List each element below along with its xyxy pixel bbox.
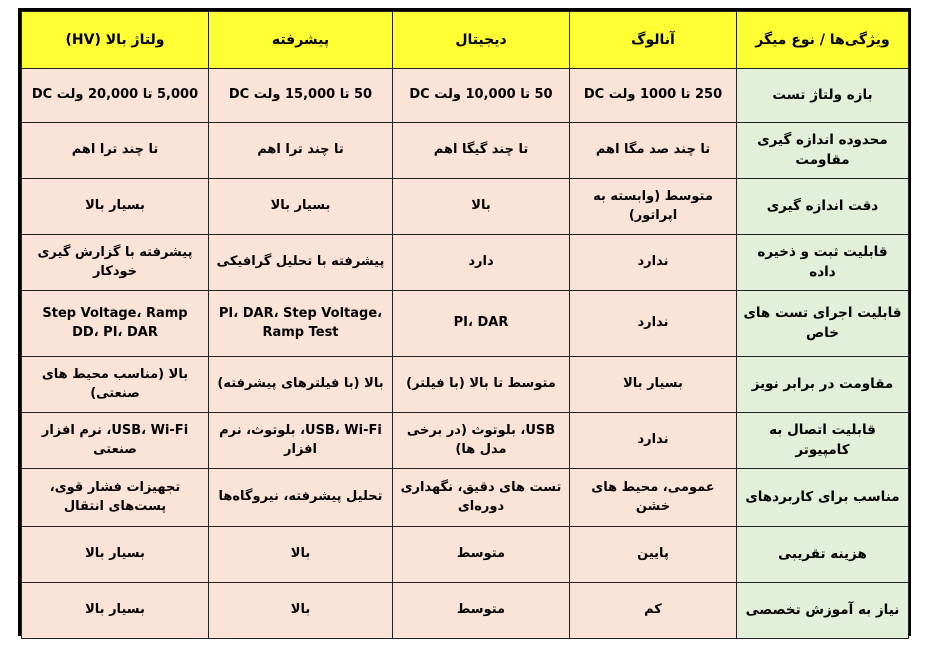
cell-high-voltage: USB، Wi-Fi، نرم افزار صنعتی (22, 413, 209, 469)
row-label: بازه ولتاژ تست (737, 69, 909, 123)
cell-advanced: بالا (با فیلترهای پیشرفته) (209, 357, 393, 413)
cell-advanced: 50 تا 15,000 ولت DC (209, 69, 393, 123)
cell-advanced: تحلیل پیشرفته، نیروگاه‌ها (209, 469, 393, 527)
cell-advanced: تا چند ترا اهم (209, 123, 393, 179)
cell-high-voltage: تجهیزات فشار قوی، پست‌های انتقال (22, 469, 209, 527)
cell-analog: ندارد (570, 413, 737, 469)
cell-analog: عمومی، محیط های خشن (570, 469, 737, 527)
cell-analog: 250 تا 1000 ولت DC (570, 69, 737, 123)
table-row (22, 291, 909, 357)
cell-high-voltage: Step Voltage، Ramp DD، PI، DAR (22, 291, 209, 357)
megger-comparison-table (21, 11, 909, 639)
row-label: قابلیت اتصال به کامپیوتر (737, 413, 909, 469)
cell-digital: PI، DAR (393, 291, 570, 357)
cell-advanced: PI، DAR، Step Voltage، Ramp Test (209, 291, 393, 357)
cell-advanced: پیشرفته با تحلیل گرافیکی (209, 235, 393, 291)
header-digital: دیجیتال (393, 12, 570, 69)
table-row (22, 413, 909, 469)
cell-analog: ندارد (570, 235, 737, 291)
row-label: مناسب برای کاربردهای (737, 469, 909, 527)
cell-analog: پایین (570, 527, 737, 583)
cell-digital: 50 تا 10,000 ولت DC (393, 69, 570, 123)
row-label: محدوده اندازه گیری مقاومت (737, 123, 909, 179)
row-label: دقت اندازه گیری (737, 179, 909, 235)
header-high-voltage: ولتاژ بالا (HV) (22, 12, 209, 69)
comparison-table-frame (18, 8, 911, 636)
cell-high-voltage: بسیار بالا (22, 179, 209, 235)
cell-high-voltage: بسیار بالا (22, 583, 209, 639)
cell-high-voltage: تا چند ترا اهم (22, 123, 209, 179)
cell-advanced: بالا (209, 527, 393, 583)
table-row (22, 123, 909, 179)
cell-advanced: بسیار بالا (209, 179, 393, 235)
cell-high-voltage: بالا (مناسب محیط های صنعتی) (22, 357, 209, 413)
cell-digital: متوسط (393, 583, 570, 639)
header-advanced: پیشرفته (209, 12, 393, 69)
cell-advanced: بالا (209, 583, 393, 639)
table-row (22, 583, 909, 639)
cell-digital: تست های دقیق، نگهداری دوره‌ای (393, 469, 570, 527)
cell-high-voltage: 5,000 تا 20,000 ولت DC (22, 69, 209, 123)
row-label: مقاومت در برابر نویز (737, 357, 909, 413)
cell-digital: متوسط تا بالا (با فیلتر) (393, 357, 570, 413)
table-row (22, 357, 909, 413)
cell-analog: تا چند صد مگا اهم (570, 123, 737, 179)
cell-high-voltage: بسیار بالا (22, 527, 209, 583)
cell-analog: متوسط (وابسته به اپراتور) (570, 179, 737, 235)
cell-digital: بالا (393, 179, 570, 235)
row-label: قابلیت ثبت و ذخیره داده (737, 235, 909, 291)
cell-advanced: USB، Wi-Fi، بلوتوث، نرم افزار (209, 413, 393, 469)
header-analog: آنالوگ (570, 12, 737, 69)
header-row (22, 12, 909, 69)
table-row (22, 235, 909, 291)
row-label: هزینه تقریبی (737, 527, 909, 583)
cell-analog: بسیار بالا (570, 357, 737, 413)
cell-digital: متوسط (393, 527, 570, 583)
cell-analog: کم (570, 583, 737, 639)
table-row (22, 69, 909, 123)
table-row (22, 527, 909, 583)
row-label: نیاز به آموزش تخصصی (737, 583, 909, 639)
table-row (22, 179, 909, 235)
cell-digital: تا چند گیگا اهم (393, 123, 570, 179)
cell-high-voltage: پیشرفته با گزارش گیری خودکار (22, 235, 209, 291)
row-label: قابلیت اجرای تست های خاص (737, 291, 909, 357)
cell-digital: دارد (393, 235, 570, 291)
table-row (22, 469, 909, 527)
cell-analog: ندارد (570, 291, 737, 357)
header-features: ویژگی‌ها / نوع میگر (737, 12, 909, 69)
cell-digital: USB، بلوتوث (در برخی مدل ها) (393, 413, 570, 469)
